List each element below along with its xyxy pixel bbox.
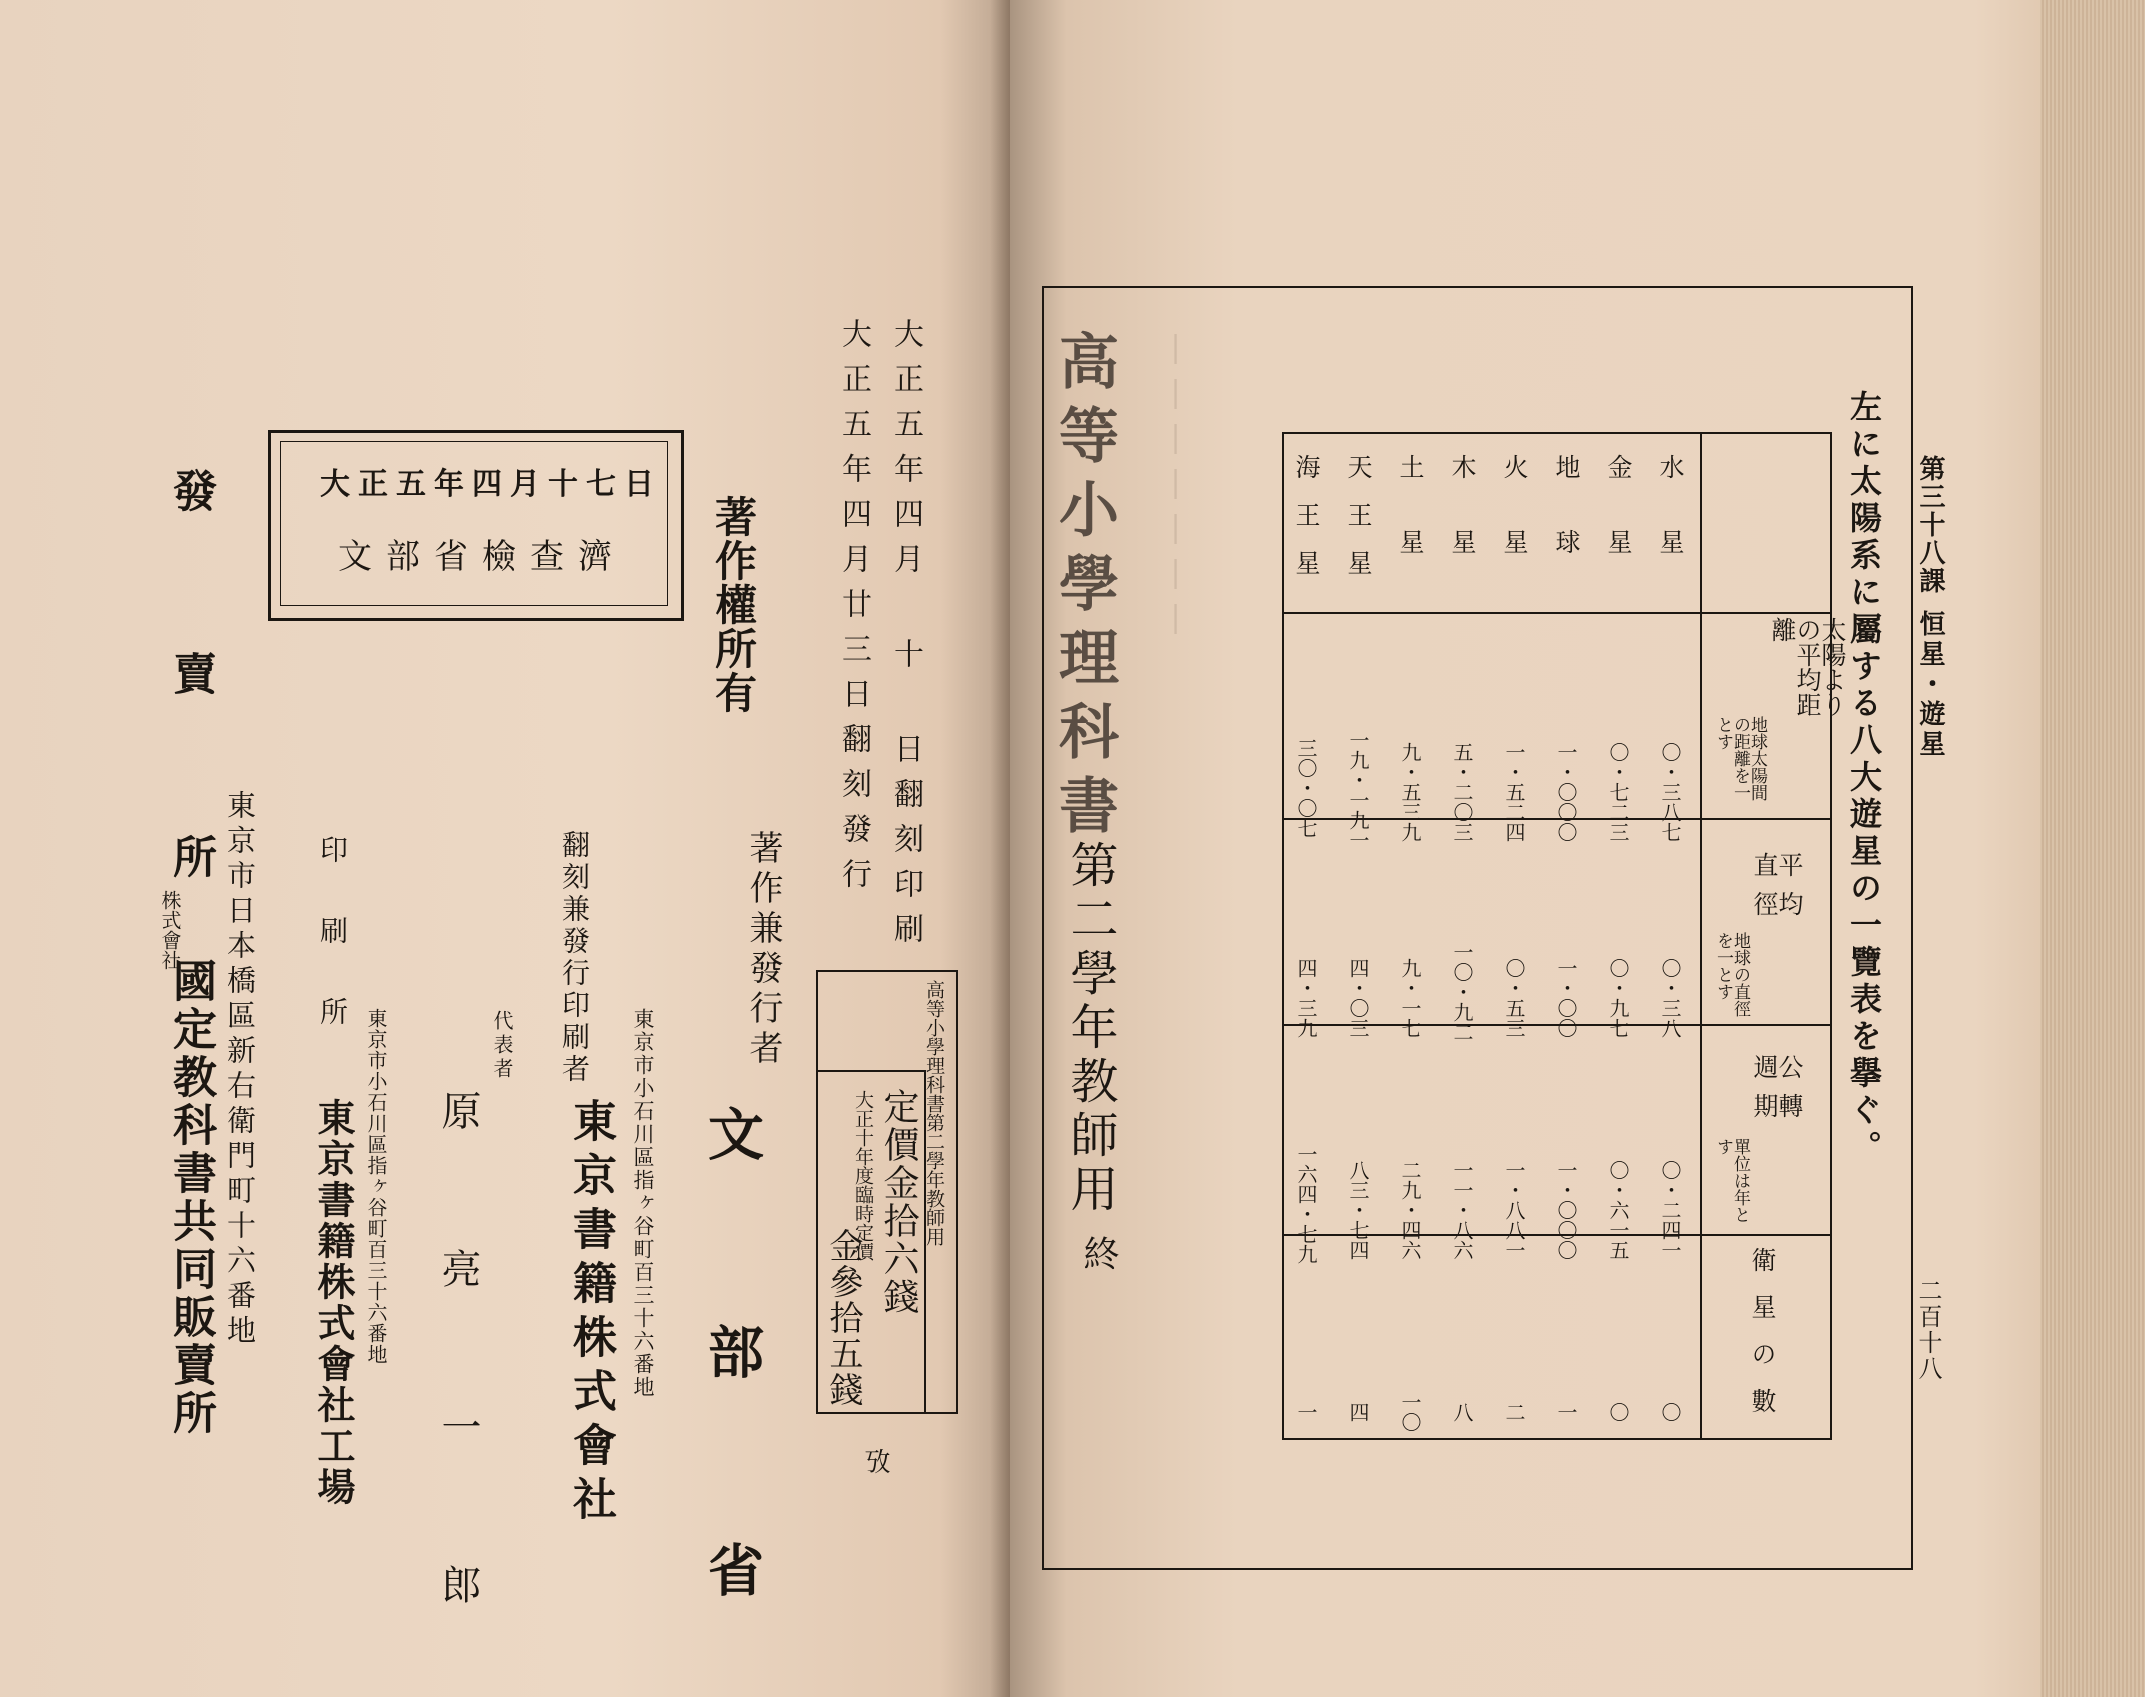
show-through-text: ||||||| [1158, 330, 1193, 645]
planet-distance: 一・〇〇〇 [1554, 742, 1578, 842]
seller-name: 國定教科書共同販賣所 [165, 958, 216, 1438]
reprint-publisher-company: 東京書籍株式會社 [565, 1098, 616, 1530]
header-diameter: 平均直徑 [1750, 852, 1804, 930]
planet-column [1646, 432, 1698, 1440]
planet-moons: 二 [1502, 1402, 1526, 1422]
planet-name: 地球 [1552, 454, 1581, 604]
seller-corp-mark: 株式會社 [158, 890, 182, 970]
author-publisher-label-text: 著作兼發行者 [743, 830, 783, 1070]
planet-name: 火星 [1500, 454, 1529, 604]
planet-period: 一・八八一 [1502, 1160, 1526, 1260]
header-period-note: 單位は年とす [1713, 1138, 1750, 1223]
header-diameter-note: 地球の直徑を一とす [1713, 932, 1750, 1017]
print-date: 大正五年四月 十 日翻刻印刷 [888, 318, 923, 958]
publish-date: 大正五年四月廿三日翻刻發行 [836, 318, 871, 903]
planet-moons: 〇 [1658, 1402, 1682, 1422]
representative-label: 代表者 [490, 1010, 514, 1082]
price-tag-temp-label: 大正十年度臨時定價 [852, 1090, 874, 1261]
approval-date: 大正五年四月十七日 [320, 467, 662, 502]
planet-diameter: 一・〇〇 [1554, 958, 1578, 1038]
planet-distance: 〇・三八七 [1658, 742, 1682, 842]
planet-period: 一・〇〇〇 [1554, 1160, 1578, 1260]
planet-diameter: 四・〇三 [1346, 958, 1370, 1038]
planet-distance: 一九・一九一 [1346, 730, 1370, 850]
planet-diameter: 四・三九 [1294, 958, 1318, 1038]
representative-name: 原 亮 一 郎 [435, 1090, 481, 1640]
planet-column [1334, 432, 1386, 1440]
planet-moons: 四 [1346, 1402, 1370, 1422]
approval-statement: 文部省檢查濟 [338, 537, 626, 577]
planet-column [1490, 432, 1542, 1440]
left-page-colophon [0, 0, 1010, 1697]
planet-diameter: 〇・九七 [1606, 958, 1630, 1038]
header-moons: 衛星の數 [1748, 1247, 1777, 1435]
price-tag-temp-price: 金參拾五錢 [823, 1228, 863, 1408]
approval-stamp-inner-border [280, 441, 668, 606]
planet-name: 海王星 [1292, 454, 1321, 598]
page-number: 二百十八 [1914, 1278, 1942, 1382]
seller-address: 東京市日本橋區新右衛門町十六番地 [223, 790, 257, 1350]
table-border-right [1830, 432, 1832, 1440]
planet-distance: 三〇・〇七 [1294, 738, 1318, 838]
printer-label: 印 刷 所 [316, 835, 349, 1035]
planet-distance: 一・五二四 [1502, 742, 1526, 842]
planet-moons: 一〇 [1398, 1392, 1422, 1432]
planet-name: 木星 [1448, 454, 1477, 604]
planet-moons: 〇 [1606, 1402, 1630, 1422]
page-edge-stack [2040, 0, 2145, 1697]
planet-table [1282, 432, 1847, 1440]
planet-distance: 五・二〇三 [1450, 742, 1474, 842]
planet-name: 水星 [1656, 454, 1685, 604]
author-publisher-label [700, 830, 783, 1070]
planet-moons: 一 [1294, 1402, 1318, 1422]
planet-distance: 〇・七二三 [1606, 742, 1630, 842]
planet-diameter: 〇・三八 [1658, 958, 1682, 1038]
right-page-planet-table [1010, 0, 2145, 1697]
lesson-number: 第三十八課 [1915, 455, 1945, 595]
lesson-title: 恒星・遊星 [1915, 610, 1945, 760]
copyright-notice: 著作權所有 [709, 495, 758, 715]
planet-name: 金星 [1604, 454, 1633, 604]
planet-name: 土星 [1396, 454, 1425, 604]
table-intro-text: 左に太陽系に屬する八大遊星の一覽表を擧ぐ。 [1845, 390, 1883, 1167]
planet-column [1594, 432, 1646, 1440]
planet-period: 〇・二四一 [1658, 1160, 1682, 1260]
reprint-publisher-label [558, 830, 591, 1086]
planet-column [1438, 432, 1490, 1440]
planet-period: 一一・八六 [1450, 1160, 1474, 1260]
reprint-publisher-label-text: 翻刻兼發行印刷者 [558, 830, 591, 1086]
planet-period: 八三・七四 [1346, 1160, 1370, 1260]
planet-column [1282, 432, 1334, 1440]
book-end-subtitle: 第二學年教師用 [1062, 840, 1118, 1218]
planet-diameter: 〇・五三 [1502, 958, 1526, 1038]
table-header-divider [1700, 432, 1702, 1440]
book-end-title: 高等小學理科書 [1049, 330, 1119, 848]
header-period: 公轉週期 [1750, 1054, 1804, 1132]
planet-name: 天王星 [1344, 454, 1373, 598]
planet-period: 〇・六一五 [1606, 1160, 1630, 1260]
author-publisher-name: 文 部 省 [699, 1105, 765, 1645]
price-tag-price: 定價金拾六錢 [878, 1088, 919, 1316]
small-mark: 攷 [860, 1448, 890, 1474]
planet-column [1542, 432, 1594, 1440]
seller-label: 發 賣 所 [165, 468, 216, 922]
printer-name: 東京書籍株式會社工場 [311, 1098, 356, 1508]
printer-address: 東京市小石川區指ヶ谷町百三十六番地 [364, 1008, 388, 1365]
header-distance: 太陽よりの平均距離 [1768, 617, 1847, 717]
planet-moons: 八 [1450, 1402, 1474, 1422]
planet-moons: 一 [1554, 1402, 1578, 1422]
planet-diameter: 一〇・九二 [1450, 942, 1474, 1042]
book-end-mark: 終 [1078, 1235, 1119, 1271]
planet-period: 一六四・七九 [1294, 1144, 1318, 1264]
planet-distance: 九・五三九 [1398, 742, 1422, 842]
planet-diameter: 九・一七 [1398, 958, 1422, 1038]
price-tag-book-title: 高等小學理科書第二學年教師用 [923, 980, 945, 1246]
header-distance-note: 地球太陽間の距離を一とす [1713, 716, 1767, 801]
planet-column [1386, 432, 1438, 1440]
reprint-publisher-address: 東京市小石川區指ヶ谷町百三十六番地 [631, 1008, 655, 1399]
planet-period: 二九・四六 [1398, 1160, 1422, 1260]
